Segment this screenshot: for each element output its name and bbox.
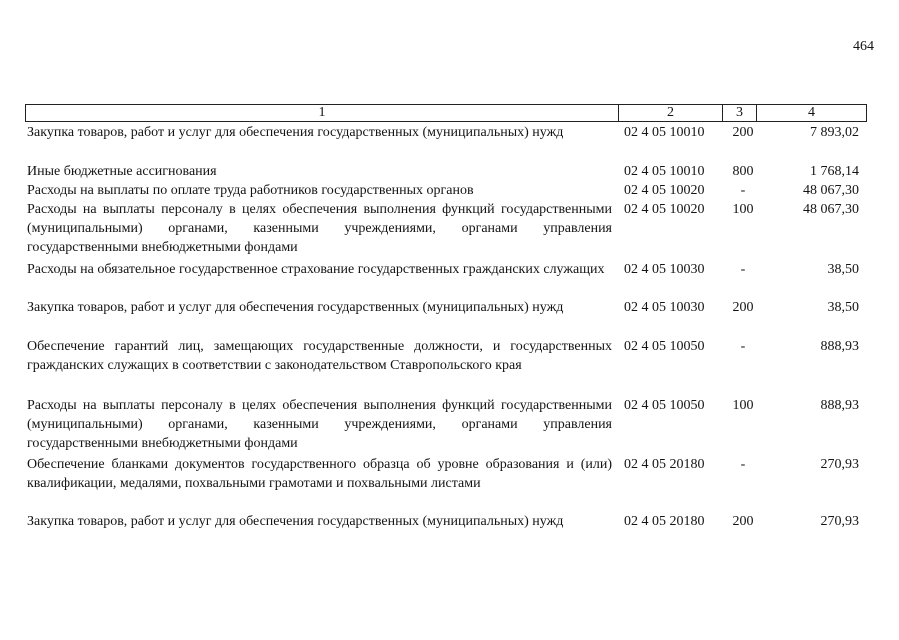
- header-col-2: 2: [619, 105, 723, 121]
- row-expense-type: 200: [732, 514, 754, 529]
- row-expense-type: 100: [732, 398, 754, 413]
- header-col-3: 3: [723, 105, 757, 121]
- row-amount: 48 067,30: [803, 202, 859, 217]
- row-code: 02 4 05 10030: [624, 300, 705, 315]
- row-expense-type: 800: [732, 164, 754, 179]
- row-code: 02 4 05 10020: [624, 183, 705, 198]
- row-expense-type: 100: [732, 202, 754, 217]
- row-code: 02 4 05 10030: [624, 262, 705, 277]
- row-description: Расходы на выплаты персоналу в целях обеспечения выполнения функций государственными (муниципальными) органами, казенными учреждениями, органами управления государственными внебюджетными фондами: [27, 202, 612, 255]
- row-expense-type: 200: [732, 300, 754, 315]
- row-code: 02 4 05 10050: [624, 339, 705, 354]
- row-description: Закупка товаров, работ и услуг для обеспечения государственных (муниципальных) нужд: [27, 125, 564, 140]
- row-expense-type: -: [740, 339, 746, 354]
- row-amount: 38,50: [827, 300, 859, 315]
- row-amount: 270,93: [820, 457, 859, 472]
- row-description: Расходы на обязательное государственное страхование государственных гражданских служащих: [27, 262, 605, 277]
- row-description: Обеспечение гарантий лиц, замещающих государственные должности, и государственных гражданских служащих в соответствии с законодательством Ставропольского края: [27, 339, 612, 373]
- row-amount: 38,50: [827, 262, 859, 277]
- row-amount: 1 768,14: [810, 164, 859, 179]
- row-amount: 48 067,30: [803, 183, 859, 198]
- row-expense-type: -: [740, 457, 746, 472]
- table-header: [25, 104, 867, 122]
- row-code: 02 4 05 10010: [624, 164, 705, 179]
- row-description: Иные бюджетные ассигнования: [27, 164, 217, 179]
- header-col-4: 4: [808, 105, 815, 120]
- row-description: Расходы на выплаты по оплате труда работников государственных органов: [27, 183, 474, 198]
- page-number: 464: [853, 39, 874, 54]
- row-code: 02 4 05 20180: [624, 514, 705, 529]
- row-amount: 270,93: [820, 514, 859, 529]
- row-amount: 888,93: [820, 339, 859, 354]
- row-amount: 888,93: [820, 398, 859, 413]
- row-description: Закупка товаров, работ и услуг для обеспечения государственных (муниципальных) нужд: [27, 300, 564, 315]
- row-amount: 7 893,02: [810, 125, 859, 140]
- row-code: 02 4 05 10020: [624, 202, 705, 217]
- row-description: Расходы на выплаты персоналу в целях обеспечения выполнения функций государственными (муниципальными) органами, казенными учреждениями, органами управления государственными внебюджетными фондами: [27, 398, 612, 451]
- row-code: 02 4 05 20180: [624, 457, 705, 472]
- row-description: Обеспечение бланками документов государственного образца об уровне образования и (или) квалификации, медалями, похвальными грамотами и похвальными листами: [27, 457, 612, 491]
- row-expense-type: -: [740, 262, 746, 277]
- row-expense-type: 200: [732, 125, 754, 140]
- row-code: 02 4 05 10010: [624, 125, 705, 140]
- row-description: Закупка товаров, работ и услуг для обеспечения государственных (муниципальных) нужд: [27, 514, 564, 529]
- row-code: 02 4 05 10050: [624, 398, 705, 413]
- row-expense-type: -: [740, 183, 746, 198]
- header-col-1: 1: [26, 105, 619, 121]
